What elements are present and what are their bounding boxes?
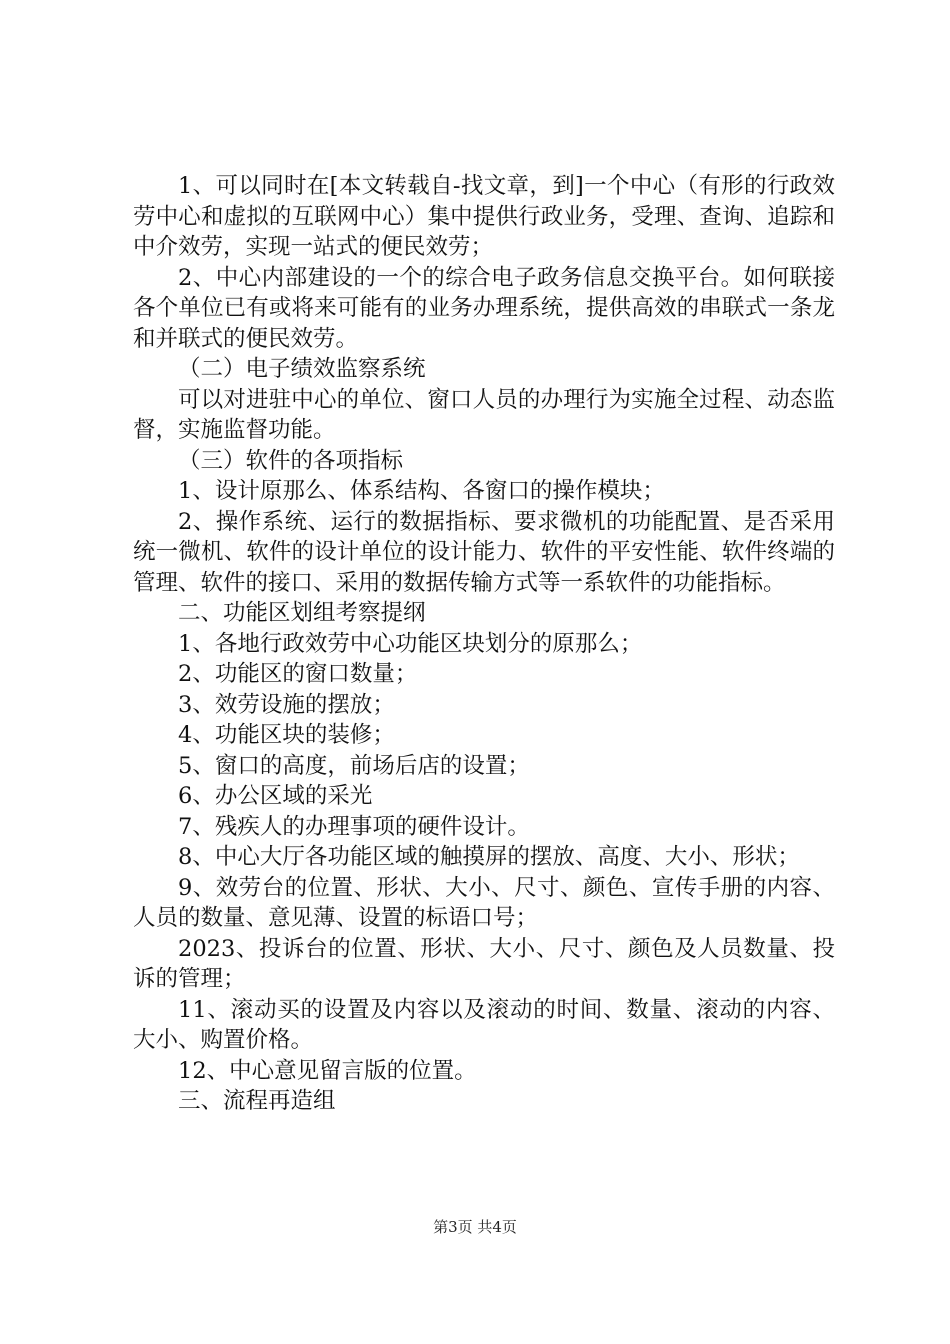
section-heading-function-area: 二、功能区划组考察提纲	[178, 600, 426, 626]
section-heading-e-performance: （二）电子绩效监察系统	[178, 356, 426, 382]
paragraph-2: 2、中心内部建设的一个的综合电子政务信息交换平台。如何联接各个单位已有或将来可能有的业务办理系统，提供高效的串联式一条龙和并联式的便民效劳。	[133, 264, 835, 352]
list-item: 7、残疾人的办理事项的硬件设计。	[178, 813, 530, 840]
list-item: 5、窗口的高度，前场后店的设置；	[178, 752, 530, 779]
list-item: 8、中心大厅各功能区域的触摸屏的摆放、高度、大小、形状；	[178, 844, 800, 870]
list-item: 4、功能区块的装修；	[178, 722, 395, 748]
list-item: 2、功能区的窗口数量；	[178, 661, 418, 687]
list-item: 2023、投诉台的位置、形状、大小、尺寸、颜色及人员数量、投诉的管理；	[133, 935, 835, 992]
list-item: 3、效劳设施的摆放；	[178, 691, 395, 718]
list-item: 9、效劳台的位置、形状、大小、尺寸、颜色、宣传手册的内容、人员的数量、意见薄、设置的标语口号；	[133, 874, 835, 931]
paragraph-4: 1、设计原那么、体系结构、各窗口的操作模块；	[178, 478, 665, 504]
list-item: 11、滚动买的设置及内容以及滚动的时间、数量、滚动的内容、大小、购置价格。	[133, 996, 835, 1053]
list-item: 1、各地行政效劳中心功能区块划分的原那么；	[178, 630, 643, 657]
list-item: 6、办公区域的采光	[178, 783, 373, 809]
paragraph-1: 1、可以同时在[本文转载自-找文章，到]一个中心（有形的行政效劳中心和虚拟的互联网中心）集中提供行政业务，受理、查询、追踪和中介效劳，实现一站式的便民效劳；	[133, 173, 835, 260]
section-heading-process-reengineering: 三、流程再造组	[178, 1088, 336, 1114]
document-body	[133, 171, 835, 1117]
paragraph-5: 2、操作系统、运行的数据指标、要求微机的功能配置、是否采用统一微机、软件的设计单位的设计能力、软件的平安性能、软件终端的管理、软件的接口、采用的数据传输方式等一系软件的功能指标。	[133, 508, 835, 596]
page-footer	[0, 1216, 950, 1237]
page-number-label: 第3页 共4页	[433, 1218, 517, 1236]
section-heading-software-indicators: （三）软件的各项指标	[178, 447, 404, 474]
paragraph-3: 可以对进驻中心的单位、窗口人员的办理行为实施全过程、动态监督，实施监督功能。	[133, 386, 835, 443]
list-item: 12、中心意见留言版的位置。	[178, 1057, 477, 1084]
